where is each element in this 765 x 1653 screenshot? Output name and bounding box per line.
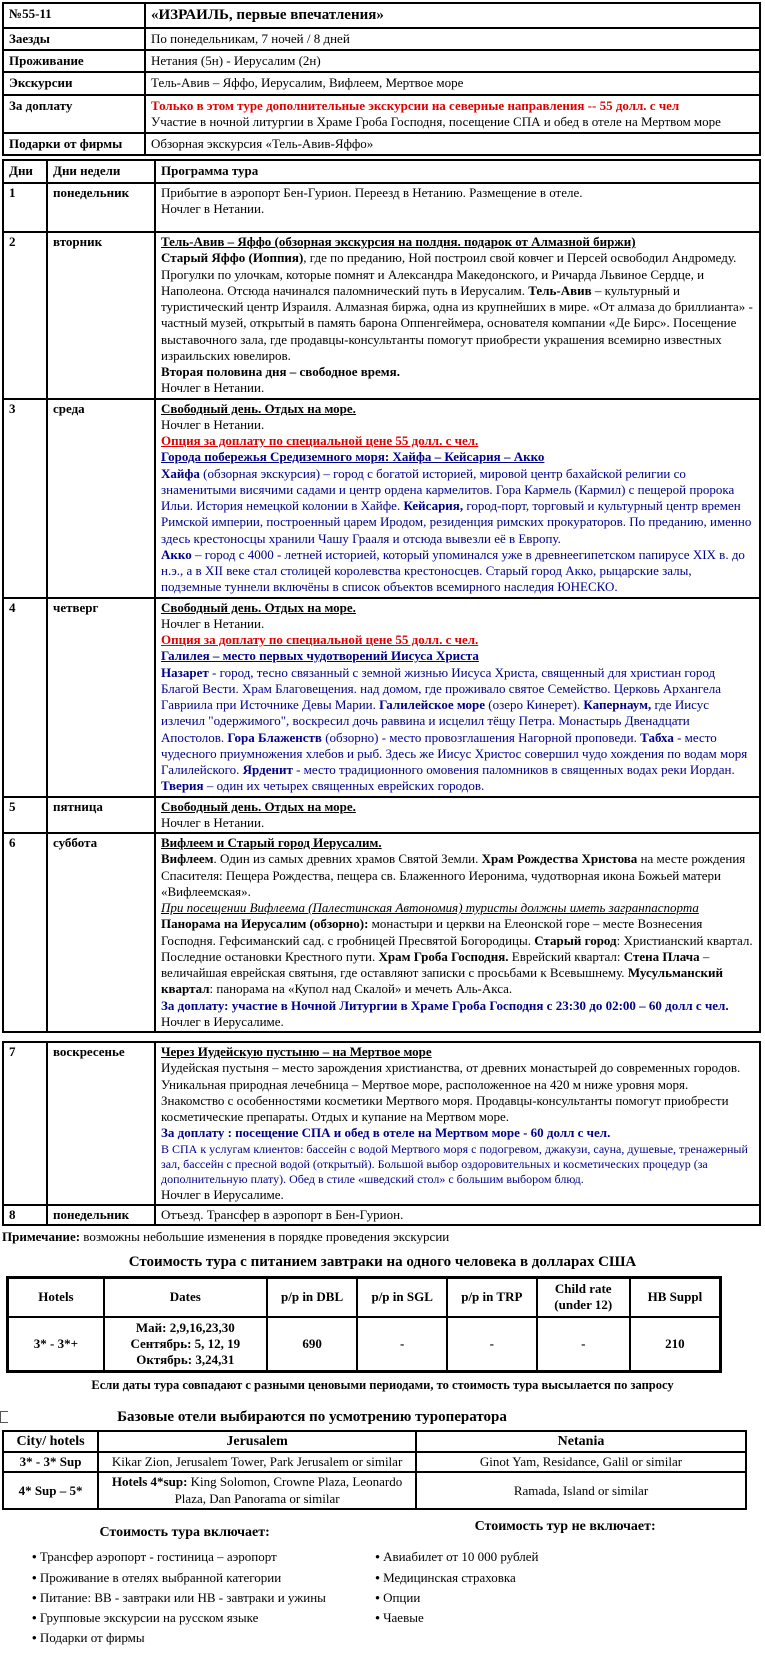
hotels-table: [2, 1430, 747, 1510]
text-segment: : панорама на «Купол над Скалой» и мечеть Аль-Акса.: [209, 981, 513, 997]
text-segment: Стена Плача: [623, 948, 700, 964]
text-segment: Капернаум,: [583, 697, 652, 712]
day-text-line: [161, 616, 754, 632]
day-number: 3: [3, 399, 47, 598]
day-number: 5: [3, 797, 47, 834]
day-weekday: среда: [47, 399, 155, 598]
program-column-header: Дни недели: [47, 160, 155, 182]
info-row-label: Заезды: [3, 28, 145, 50]
hotels-column-header: City/ hotels: [3, 1431, 98, 1453]
text-segment: Тель-Авив – Яффо (обзорная экскурсия на полдня. подарок от Алмазной биржи): [161, 234, 636, 249]
info-row: [3, 3, 760, 28]
excludes-item: • Опции: [375, 1590, 763, 1606]
day-description: [155, 232, 760, 399]
hotels-jerusalem-cell: [98, 1472, 416, 1509]
info-row: [3, 28, 760, 50]
day-description: [155, 399, 760, 598]
day-number: 6: [3, 833, 47, 1032]
program-day-row: [3, 797, 760, 834]
hotels-header-row: [3, 1431, 746, 1453]
info-value-line: Тель-Авив – Яффо, Иерусалим, Вифлеем, Мертвое море: [151, 75, 464, 91]
program-day-row: [3, 598, 760, 797]
includes-item: • Групповые экскурсии на русском языке: [32, 1610, 367, 1626]
excludes-item: • Медицинская страховка: [375, 1570, 763, 1586]
day-weekday: воскресенье: [47, 1042, 155, 1205]
text-segment: Ночлег в Нетании.: [161, 380, 265, 396]
hotels-row: [3, 1452, 746, 1472]
price-sgl-cell: -: [357, 1317, 447, 1372]
info-row-value: [145, 28, 760, 50]
info-row-value: [145, 50, 760, 72]
info-row-label: Подарки от фирмы: [3, 133, 145, 155]
hotels-row: [3, 1472, 746, 1509]
hotels-column-header: Jerusalem: [98, 1431, 416, 1453]
info-table-body: [3, 3, 760, 155]
text-segment: Опция за доплату по специальной цене 55 долл. с чел.: [161, 433, 479, 448]
day-text-line: [161, 466, 754, 547]
day-text-line: [161, 1187, 754, 1203]
text-segment: , где по преданию, Ной построил свой ковчег и Персей освободил Андромеду. Прогулки по улочкам, которые помнят и Александра Македонского, и Ричарда Львиное Сердце, и Наполеона. Отсюда начинался паломнический путь в Иерусалим.: [161, 250, 737, 298]
text-segment: (озеро Кинерет).: [485, 697, 584, 712]
text-segment: Тель-Авив: [528, 282, 592, 298]
day-text-line: [161, 632, 754, 648]
info-row-label: Проживание: [3, 50, 145, 72]
excludes-list: [367, 1549, 763, 1626]
text-segment: При посещении Вифлеема (Палестинская Автономия) туристы должны иметь загранпаспорта: [161, 900, 699, 915]
text-segment: – один их четырех священных еврейских городов.: [203, 778, 485, 794]
day-description: [155, 797, 760, 834]
info-row: [3, 50, 760, 72]
text-segment: Храм Гроба Господня.: [378, 948, 509, 964]
info-value-line: Участие в ночной литургии в Храме Гроба Господня, посещение СПА и обед в отеле на Мертвом море: [151, 113, 721, 129]
section-gap: [2, 1033, 763, 1038]
day-weekday: вторник: [47, 232, 155, 399]
day-text-line: [161, 665, 754, 795]
text-segment: Через Иудейскую пустыню – на Мертвое море: [161, 1044, 432, 1059]
cost-lists: [2, 1518, 763, 1651]
text-segment: – величайшая еврейская святыня, где оставляют записки с просьбами к Всевышнему.: [161, 948, 710, 980]
text-segment: на месте рождения Спасителя: Пещера Рождества, пещера св. Блаженного Иеронима, чудотворная икона Божьей матери «Вифлеемская».: [161, 851, 746, 899]
program-table-body: [3, 1042, 760, 1225]
text-segment: Галилея – место первых чудотворений Иисуса Христа: [161, 648, 479, 664]
info-row-value: [145, 95, 760, 134]
text-segment: Мусульманский квартал: [161, 965, 723, 997]
price-column-header: Dates: [104, 1278, 267, 1317]
program-day-row: [3, 232, 760, 399]
cost-includes-column: [2, 1524, 367, 1651]
text-segment: - место чудесного приумножения хлебов и рыб. Здесь же Иисус Христос совершил чудо хождения по водам моря Галилейского.: [161, 729, 748, 777]
tour-info-table: [2, 2, 761, 156]
day-number: 8: [3, 1205, 47, 1225]
text-segment: Кейсария,: [403, 498, 464, 513]
day-description: [155, 1042, 760, 1205]
text-segment: Тверия: [161, 778, 204, 794]
info-row: [3, 95, 760, 134]
text-segment: Вифлеем и Старый город Иерусалим.: [161, 835, 382, 850]
day-text-line: [161, 1207, 754, 1223]
text-segment: За доплату: участие в Ночной Литургии в Храме Гроба Господня с 23:30 до 02:00 – 60 долл с чел.: [161, 997, 729, 1013]
text-segment: Города побережья Средиземного моря: Хайфа – Кейсария – Акко: [161, 449, 545, 465]
text-segment: город-порт, торговый и культурный центр времен Римской империи, построенный царем Иродом, резиденция римских прокураторов. По преданию, именно здесь крестоносцы хранили Чашу Грааля и отсюда вывезли её в Европу.: [161, 498, 752, 546]
price-date-line: Октябрь: 3,24,31: [136, 1352, 235, 1367]
day-description: [155, 833, 760, 1032]
day-text-line: [161, 648, 754, 664]
day-text-line: [161, 600, 754, 616]
program-table-section: [2, 159, 761, 1033]
info-row-label: Экскурсии: [3, 72, 145, 94]
day-text-line: [161, 250, 754, 364]
text-segment: Гора Блаженств: [227, 729, 322, 745]
text-segment: Прибытие в аэропорт Бен-Гурион. Переезд в Нетанию. Размещение в отеле.: [161, 184, 583, 200]
text-segment: В СПА к услугам клиентов: бассейн с водой Мертвого моря с подогревом, джакузи, сауна, душевые, тренажерный зал, бассейн с пресной водой (открытый). Большой выбор оздоровительных и косметических процедур (за дополнительную плату). Обед в стиле «шведский стол» с большим выбором блюд.: [161, 1141, 748, 1186]
text-segment: Свободный день. Отдых на море.: [161, 798, 356, 814]
price-column-header: p/p in TRP: [447, 1278, 537, 1317]
text-segment: Иудейская пустыня – место зарождения христианства, от древних монастырей до современных городов. Уникальная природная лечебница – Мертвое море, расположенное на 420 м ниже уровня моря. Знакомство с особенностями косметики Мертвого моря. Продавцы-консультанты помогут приобрести косметические препараты. Отдых и купание на Мертвом море.: [161, 1060, 741, 1124]
info-row-label: №55-11: [3, 3, 145, 28]
excludes-item: • Чаевые: [375, 1610, 763, 1626]
hotels-netania-cell: Ginot Yam, Residance, Galil or similar: [416, 1452, 746, 1472]
day-text-line: [161, 547, 754, 596]
day-text-line: [161, 799, 754, 815]
day-text-line: [161, 201, 754, 217]
day-weekday: пятница: [47, 797, 155, 834]
hotels-table-body: [3, 1452, 746, 1509]
program-footnote: [2, 1229, 763, 1245]
program-day-row: [3, 833, 760, 1032]
text-segment: . Один из самых древних храмов Святой Земли.: [213, 851, 482, 867]
includes-item: • Проживание в отелях выбранной категории: [32, 1570, 367, 1586]
footnote-text: возможны небольшие изменения в порядке проведения экскурсии: [80, 1229, 450, 1244]
day-text-line: [161, 1060, 754, 1125]
price-dbl-cell: 690: [267, 1317, 358, 1372]
day-weekday: понедельник: [47, 183, 155, 233]
text-segment: Старый Яффо (Иоппия): [161, 250, 304, 266]
text-segment: : Христианский квартал. Последние остановки Крестного пути.: [161, 932, 753, 964]
day-text-line: [161, 1125, 754, 1141]
hotels-title-wrap: [2, 1408, 622, 1427]
day-text-line: [161, 916, 754, 997]
day-number: 7: [3, 1042, 47, 1205]
anchor-icon: [0, 1411, 8, 1423]
text-segment: Галилейское море: [379, 697, 486, 712]
text-segment: Kikar Zion, Jerusalem Tower, Park Jerusalem or similar: [111, 1454, 403, 1470]
text-segment: Ночлег в Нетании.: [161, 814, 265, 830]
price-column-header: Hotels: [8, 1278, 104, 1317]
text-segment: – город с 4000 - летней историей, который упоминался уже в древнеегипетском папирусе XIX в. до н.э., а в XII веке стал столицей королевства крестоносцев. Старый город Акко, рыцарские залы, подземные туннели включёны в список объектов всемирного наследия ЮНЕСКО.: [161, 546, 745, 595]
day-weekday: четверг: [47, 598, 155, 797]
includes-title: Стоимость тура включает:: [99, 1524, 270, 1540]
text-segment: монастыри и церкви на Елеонской горе – месте Вознесения Господня. Гефсиманский сад. с гробницей Пресвятой Богородицы.: [161, 916, 703, 948]
info-value-line: Нетания (5н) - Иерусалим (2н): [151, 53, 321, 68]
info-row: [3, 133, 760, 155]
price-header-row: [8, 1278, 721, 1317]
program-table-body: [3, 160, 760, 1032]
info-value-line: Обзорная экскурсия «Тель-Авив-Яффо»: [151, 136, 374, 151]
program-day-row: [3, 1205, 760, 1225]
cost-excludes-column: [367, 1518, 763, 1651]
day-text-line: [161, 835, 754, 851]
text-segment: Свободный день. Отдых на море.: [161, 400, 356, 416]
price-data-row: [8, 1317, 721, 1372]
text-segment: Старый город: [534, 932, 617, 948]
day-number: 4: [3, 598, 47, 797]
includes-item: • Питание: BB - завтраки или HB - завтраки и ужины: [32, 1590, 367, 1606]
text-segment: Опция за доплату по специальной цене 55 долл. с чел.: [161, 632, 479, 647]
day-text-line: [161, 364, 754, 380]
price-date-line: Май: 2,9,16,23,30: [135, 1319, 235, 1335]
day-text-line: [161, 449, 754, 465]
text-segment: Ночлег в Иерусалиме.: [161, 1013, 284, 1029]
text-segment: Еврейский квартал:: [508, 948, 624, 964]
text-segment: Панорама на Иерусалим (обзорно):: [161, 916, 369, 932]
text-segment: Ночлег в Нетании.: [161, 416, 265, 432]
program-column-header: Программа тура: [155, 160, 760, 182]
excludes-title: Стоимость тур не включает:: [474, 1518, 656, 1534]
day-number: 1: [3, 183, 47, 233]
price-trp-cell: -: [447, 1317, 537, 1372]
text-segment: Вторая половина дня – свободное время.: [161, 364, 400, 379]
price-hotels-cell: 3* - 3*+: [8, 1317, 104, 1372]
day-text-line: [161, 1044, 754, 1060]
day-text-line: [161, 851, 754, 900]
info-value-line: «ИЗРАИЛЬ, первые впечатления»: [151, 7, 384, 23]
info-row-label: За доплату: [3, 95, 145, 134]
program-column-header: Дни: [3, 160, 47, 182]
program-tables: [2, 159, 763, 1226]
text-segment: где Иисус излечил "одержимого", воскресил дочь раввина и исцелил тёщу Петра. Монастырь Двенадцати Апостолов.: [161, 697, 710, 745]
hotels-column-header: Netania: [416, 1431, 746, 1453]
price-table-title: Стоимость тура с питанием завтраки на одного человека в долларах США: [128, 1254, 637, 1271]
includes-item: • Подарки от фирмы: [32, 1630, 367, 1646]
day-text-line: [161, 417, 754, 433]
hotels-category-cell: 3* - 3* Sup: [3, 1452, 98, 1472]
day-weekday: понедельник: [47, 1205, 155, 1225]
text-segment: Ночлег в Нетании.: [161, 200, 265, 216]
program-header-row: [3, 160, 760, 182]
text-segment: Табха: [640, 729, 674, 745]
text-segment: Отъезд. Трансфер в аэропорт в Бен-Гурион.: [161, 1206, 404, 1222]
price-column-header: Child rate (under 12): [537, 1278, 630, 1317]
info-value-line: По понедельникам, 7 ночей / 8 дней: [151, 30, 350, 46]
text-segment: - место традиционного омовения паломников в священных водах реки Иордан.: [292, 762, 735, 777]
program-day-row: [3, 1042, 760, 1205]
text-segment: Hotels 4*sup:: [111, 1474, 191, 1490]
hotels-jerusalem-cell: [98, 1452, 416, 1472]
day-description: [155, 598, 760, 797]
text-segment: (обзорно) - место провозглашения Нагорной проповеди.: [321, 729, 641, 745]
program-table-section: [2, 1041, 761, 1226]
text-segment: King Solomon, Crowne Plaza, Leonardo Plaza, Dan Panorama or similar: [174, 1474, 403, 1506]
day-text-line: [161, 433, 754, 449]
price-table: [6, 1276, 722, 1373]
info-row-value: [145, 72, 760, 94]
day-number: 2: [3, 232, 47, 399]
includes-list: [2, 1549, 367, 1646]
day-text-line: [161, 815, 754, 831]
info-row: [3, 72, 760, 94]
day-text-line: [161, 185, 754, 201]
program-day-row: [3, 183, 760, 233]
text-segment: Хайфа: [161, 465, 200, 481]
day-text-line: [161, 900, 754, 916]
price-child-cell: -: [537, 1317, 630, 1372]
text-segment: За доплату : посещение СПА и обед в отеле на Мертвом море - 60 долл с чел.: [161, 1125, 611, 1141]
text-segment: (обзорная экскурсия) – город с богатой историей, мировой центр бахайской религии со знаменитыми висячими садами и центр ордена кармелитов. Гора Кармель (Кармил) с пещерой пророка Ильи. История немецкой колонии в Хайфе.: [161, 465, 735, 513]
price-column-header: p/p in SGL: [357, 1278, 447, 1317]
text-segment: Акко: [161, 546, 192, 562]
day-description: [155, 1205, 760, 1225]
price-column-header: p/p in DBL: [267, 1278, 358, 1317]
footnote-label: Примечание:: [2, 1229, 81, 1244]
price-note: Если даты тура совпадают с разными ценовыми периодами, то стоимость тура высылается по запросу: [91, 1378, 674, 1393]
program-day-row: [3, 399, 760, 598]
info-row-value: [145, 3, 760, 28]
text-segment: – культурный и туристический центр Израиля. Алмазная биржа, одна из крупнейших в мире. «От алмаза до бриллианта» - частный музей, открытый в память барона Оппенгеймера, основателя компании «Де Бирс». Посещение выставочного зала, где продавцы-консультанты помогут приобрести украшения всемирно известных израильских ювелиров.: [161, 282, 753, 363]
day-text-line: [161, 380, 754, 396]
text-segment: Храм Рождества Христова: [481, 851, 638, 867]
hotels-category-cell: 4* Sup – 5*: [3, 1472, 98, 1509]
excludes-item: • Авиабилет от 10 000 рублей: [375, 1549, 763, 1565]
hotels-netania-cell: Ramada, Island or similar: [416, 1472, 746, 1509]
price-dates-cell: [104, 1317, 267, 1372]
day-text-line: [161, 998, 754, 1014]
price-date-line: Сентябрь: 5, 12, 19: [130, 1335, 241, 1351]
day-description: [155, 183, 760, 233]
day-text-line: [161, 234, 754, 250]
hotels-table-title: Базовые отели выбираются по усмотрению туроператора: [117, 1408, 507, 1425]
day-text-line: [161, 401, 754, 417]
price-column-header: HB Suppl: [630, 1278, 721, 1317]
info-row-value: [145, 133, 760, 155]
text-segment: Назарет: [161, 664, 209, 680]
text-segment: Вифлеем: [161, 851, 214, 867]
day-weekday: суббота: [47, 833, 155, 1032]
price-hb-cell: 210: [630, 1317, 721, 1372]
text-segment: Ночлег в Нетании.: [161, 615, 265, 631]
info-value-line: Только в этом туре дополнительные экскурсии на северные направления -- 55 долл. с чел: [151, 97, 680, 113]
text-segment: - город, тесно связанный с земной жизнью Иисуса Христа, священный для христиан город Благой Вести. Храм Благовещения. над домом, где проживало святое Семейство. Церковь Архангела Гавриила при Источнике Девы Марии.: [161, 664, 722, 712]
day-text-line: [161, 1014, 754, 1030]
text-segment: Ярденит: [242, 762, 293, 777]
text-segment: Свободный день. Отдых на море.: [161, 599, 356, 615]
includes-item: • Трансфер аэропорт - гостиница – аэропорт: [32, 1549, 367, 1565]
text-segment: Ночлег в Иерусалиме.: [161, 1186, 284, 1202]
day-text-line: [161, 1142, 754, 1187]
